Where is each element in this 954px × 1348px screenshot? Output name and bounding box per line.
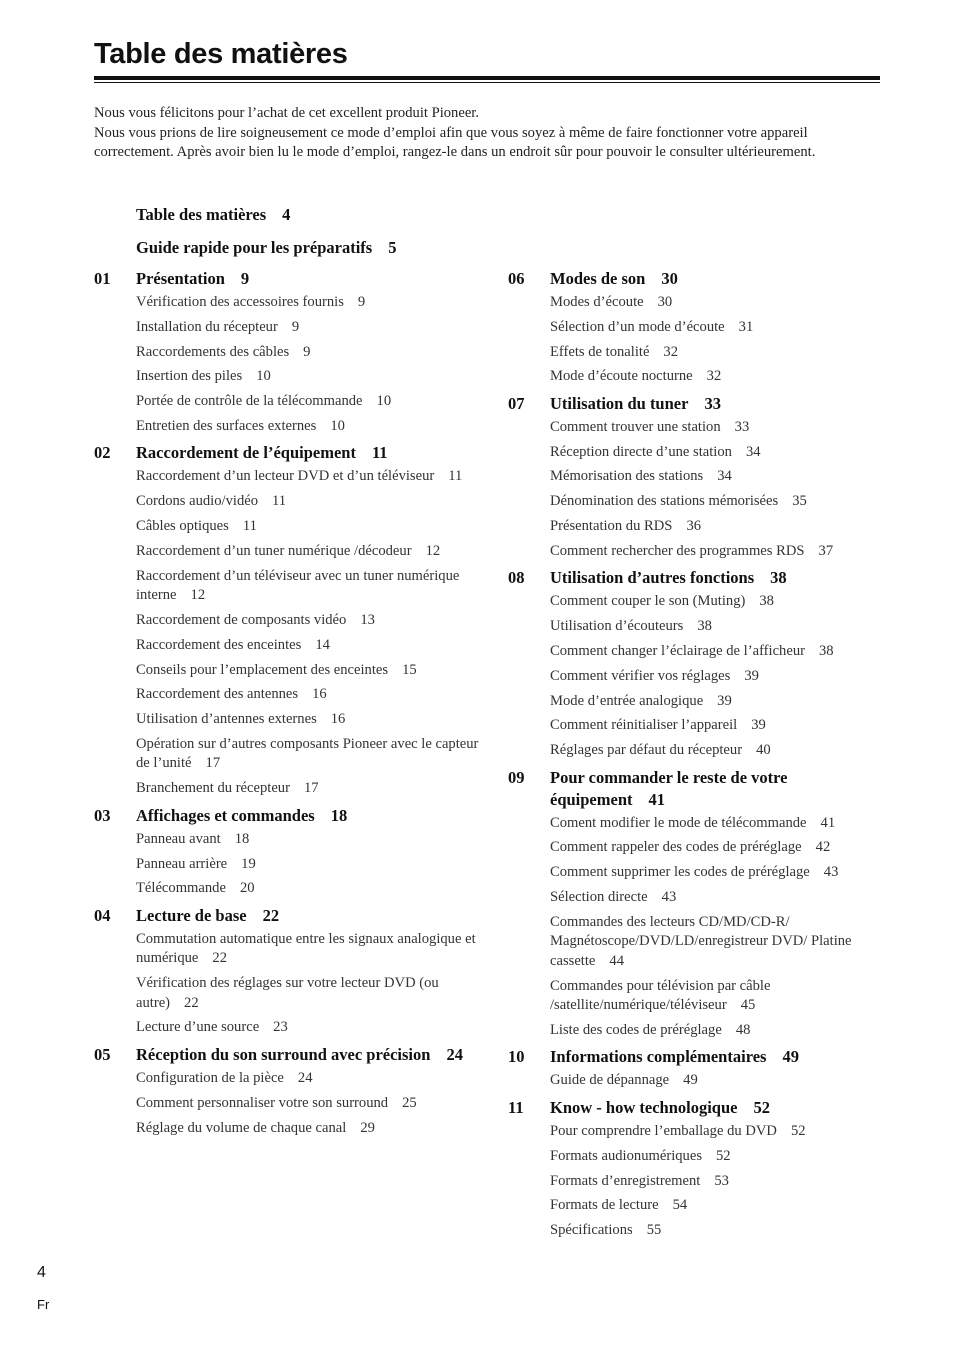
toc-item-page: 29 [360, 1119, 375, 1136]
toc-item[interactable] [550, 1196, 888, 1216]
section-heading[interactable] [508, 1046, 888, 1068]
section-page: 33 [704, 393, 721, 413]
toc-item-page: 38 [697, 618, 712, 635]
toc-item-page: 16 [312, 686, 327, 703]
toc-item-page: 15 [402, 661, 417, 678]
intro-line-2: Nous vous prions de lire soigneusement ce mode d’emploi afin que vous soyez à même de faire fonctionner votre appareil correctement. Après avoir bien lu le mode d’emploi, rangez-le dans un endroit sûr pour pouvoir le consulter ultérieurement. [94, 124, 816, 160]
section-number: 01 [94, 269, 111, 288]
toc-item-title: Raccordement des antennes [136, 686, 299, 703]
section-heading[interactable] [94, 905, 484, 927]
toc-item-page: 39 [717, 692, 732, 709]
toc-item-title: Formats audionumériques [550, 1147, 702, 1164]
section-heading[interactable] [508, 567, 888, 589]
section-heading[interactable] [94, 1044, 484, 1066]
toc-item[interactable] [136, 392, 484, 412]
section-page: 11 [371, 443, 388, 463]
toc-item[interactable] [550, 542, 888, 562]
toc-item-title: Mémorisation des stations [550, 468, 704, 485]
toc-item-title: Comment couper le son (Muting) [550, 593, 746, 610]
toc-item[interactable] [550, 592, 888, 612]
toc-item[interactable] [550, 1172, 888, 1192]
toc-entry-title: Table des matières [136, 205, 267, 224]
toc-item-title: Utilisation d’antennes externes [136, 711, 317, 728]
toc-item-title: Raccordement des enceintes [136, 636, 302, 653]
section-page: 9 [240, 269, 250, 288]
toc-item-page: 9 [291, 318, 300, 335]
toc-item-title: Vérification des accessoires fournis [136, 294, 344, 310]
toc-section-06 [508, 268, 888, 387]
toc-item[interactable] [550, 692, 888, 712]
toc-item-page: 11 [242, 518, 257, 535]
page-number: 4 [37, 1264, 46, 1281]
toc-item[interactable] [136, 492, 484, 512]
section-page: 38 [770, 568, 787, 588]
toc-item-title: Raccordement d’un téléviseur avec un tuner numérique interne [136, 567, 460, 604]
toc-section-02 [94, 442, 484, 798]
toc-item[interactable] [550, 1122, 888, 1142]
toc-item-page: 17 [205, 755, 221, 772]
section-heading[interactable] [94, 442, 484, 464]
toc-item-page: 13 [360, 611, 375, 628]
toc-item-page: 45 [740, 997, 756, 1014]
toc-item[interactable] [550, 977, 888, 1016]
toc-item-title: Pour comprendre l’emballage du DVD [550, 1122, 777, 1139]
section-heading[interactable] [508, 393, 888, 415]
toc-item[interactable] [550, 1071, 888, 1091]
section-title-wrap [550, 567, 888, 589]
toc-section-03 [94, 805, 484, 899]
toc-item[interactable] [550, 367, 888, 387]
toc-item-title: Formats d’enregistrement [550, 1172, 701, 1189]
toc-item-page: 43 [823, 864, 839, 881]
toc-item-title: Liste des codes de préréglage [550, 1021, 722, 1038]
toc-right-column [508, 268, 888, 1247]
toc-item-title: Réglages par défaut du récepteur [550, 742, 743, 759]
toc-item-page: 35 [792, 493, 807, 510]
toc-item-page: 24 [297, 1069, 313, 1086]
section-number: 06 [508, 269, 525, 288]
toc-item-page: 39 [751, 717, 766, 734]
toc-section-09 [508, 767, 888, 1041]
section-title: Raccordement de l’équipement [136, 443, 356, 463]
toc-item-title: Comment personnaliser votre son surround [136, 1094, 389, 1111]
section-page: 24 [446, 1044, 463, 1064]
toc-item-page: 10 [376, 393, 392, 410]
section-heading[interactable] [508, 268, 888, 290]
toc-item-page: 10 [330, 417, 345, 434]
toc-item-page: 14 [315, 636, 330, 653]
toc-item-page: 39 [744, 667, 759, 684]
page-title: Table des matières [94, 38, 348, 70]
toc-item[interactable] [550, 1147, 888, 1167]
toc-item-title: Réglage du volume de chaque canal [136, 1119, 347, 1136]
toc-item-page: 40 [756, 742, 771, 759]
section-title-wrap [550, 393, 888, 415]
toc-item[interactable] [550, 467, 888, 487]
toc-item-title: Commandes des lecteurs CD/MD/CD-R/ Magnétoscope/DVD/LD/enregistreur DVD/ Platine cassette [550, 913, 852, 969]
toc-item-title: Effets de tonalité [550, 343, 650, 360]
section-title: Know - how technologique [550, 1097, 738, 1117]
toc-section-08 [508, 567, 888, 760]
toc-item-title: Formats de lecture [550, 1197, 659, 1214]
toc-item-page: 18 [234, 830, 250, 847]
toc-item[interactable] [550, 418, 888, 438]
toc-item[interactable] [550, 318, 888, 338]
section-heading[interactable] [508, 1097, 888, 1119]
toc-item-title: Spécifications [550, 1222, 633, 1239]
toc-entry-page: 5 [388, 238, 397, 257]
toc-item-page: 38 [819, 642, 834, 659]
toc-item-title: Raccordement de composants vidéo [136, 611, 347, 628]
section-title: Informations complémentaires [550, 1047, 767, 1067]
toc-item[interactable] [136, 417, 484, 437]
toc-item[interactable] [550, 1221, 888, 1241]
toc-item[interactable] [136, 1018, 484, 1038]
section-number: 08 [508, 568, 525, 588]
toc-item-title: Panneau arrière [136, 855, 228, 872]
toc-item-page: 34 [717, 468, 732, 485]
toc-section-04 [94, 905, 484, 1038]
toc-item-title: Panneau avant [136, 830, 221, 847]
section-title-wrap [550, 1046, 888, 1068]
toc-item[interactable] [550, 741, 888, 761]
section-page: 18 [330, 805, 348, 825]
toc-item[interactable] [550, 642, 888, 662]
toc-entry-page: 4 [282, 205, 291, 224]
toc-item-page: 17 [303, 780, 319, 797]
section-title-wrap [550, 1097, 888, 1119]
toc-item-title: Cordons audio/vidéo [136, 493, 259, 510]
toc-item-title: Comment rappeler des codes de préréglage [550, 839, 802, 856]
section-title-wrap [550, 268, 888, 290]
section-heading[interactable] [94, 805, 484, 827]
toc-item-page: 55 [646, 1222, 662, 1239]
toc-item-page: 32 [663, 343, 679, 360]
toc-item[interactable] [136, 710, 484, 730]
section-title: Modes de son [550, 269, 646, 288]
toc-item[interactable] [550, 716, 888, 736]
toc-item-title: Insertion des piles [136, 368, 243, 385]
toc-item-page: 22 [184, 994, 199, 1011]
section-title: Utilisation d’autres fonctions [550, 568, 755, 588]
toc-item-page: 19 [241, 855, 256, 872]
toc-item[interactable] [136, 517, 484, 537]
toc-item-page: 53 [714, 1172, 729, 1189]
toc-item-title: Câbles optiques [136, 518, 229, 535]
section-number: 05 [94, 1044, 111, 1064]
section-page: 41 [648, 789, 665, 809]
section-number: 11 [508, 1097, 524, 1117]
toc-item-title: Raccordements des câbles [136, 343, 290, 360]
toc-item-page: 52 [790, 1122, 806, 1139]
toc-item[interactable] [550, 343, 888, 363]
toc-item-page: 37 [818, 542, 834, 559]
toc-item-title: Lecture d’une source [136, 1019, 260, 1036]
toc-section-01 [94, 268, 484, 436]
toc-item-page: 36 [686, 518, 702, 535]
section-page: 22 [262, 905, 280, 925]
intro-line-1: Nous vous félicitons pour l’achat de cet excellent produit Pioneer. [94, 105, 480, 121]
toc-left-column [94, 268, 484, 1144]
toc-item-page: 54 [672, 1197, 688, 1214]
title-rule-thin [94, 82, 880, 83]
section-title: Affichages et commandes [136, 805, 315, 825]
toc-item-page: 22 [212, 950, 228, 967]
toc-item-page: 32 [706, 368, 722, 385]
toc-item[interactable] [550, 443, 888, 463]
toc-item[interactable] [136, 830, 484, 850]
section-heading[interactable] [508, 767, 888, 811]
toc-item[interactable] [136, 661, 484, 681]
toc-entry-title: Guide rapide pour les préparatifs [136, 238, 373, 257]
toc-item-title: Installation du récepteur [136, 318, 278, 335]
toc-item-title: Portée de contrôle de la télécommande [136, 393, 363, 410]
toc-item-title: Télécommande [136, 880, 226, 897]
toc-item-page: 11 [272, 493, 287, 510]
toc-item[interactable] [136, 467, 484, 487]
toc-item[interactable] [550, 1021, 888, 1041]
toc-item-page: 41 [820, 814, 836, 831]
toc-item-title: Commutation automatique entre les signaux analogique et numérique [136, 930, 476, 967]
toc-item-title: Dénomination des stations mémorisées [550, 493, 779, 510]
toc-item-title: Comment vérifier vos réglages [550, 667, 731, 684]
toc-item[interactable] [136, 367, 484, 387]
section-number: 03 [94, 805, 111, 825]
toc-item[interactable] [136, 879, 484, 899]
toc-item-title: Vérification des réglages sur votre lecteur DVD (ou autre) [136, 975, 439, 1011]
toc-item-page: 20 [239, 880, 255, 897]
toc-section-07 [508, 393, 888, 561]
section-title-wrap [136, 905, 484, 927]
toc-item-page: 9 [303, 343, 311, 360]
section-page: 30 [661, 269, 678, 288]
toc-item[interactable] [136, 1069, 484, 1089]
toc-item-title: Branchement du récepteur [136, 780, 290, 797]
section-title: Lecture de base [136, 905, 247, 925]
toc-item[interactable] [550, 814, 888, 834]
toc-item[interactable] [136, 611, 484, 631]
toc-item-page: 31 [738, 318, 754, 335]
section-title-wrap [550, 767, 888, 811]
toc-item-page: 23 [273, 1019, 288, 1036]
toc-item[interactable] [136, 567, 484, 606]
section-number: 04 [94, 905, 111, 925]
toc-item-title: Raccordement d’un tuner numérique /décodeur [136, 542, 412, 559]
toc-item[interactable] [136, 685, 484, 705]
section-number: 07 [508, 393, 525, 413]
toc-item-title: Entretien des surfaces externes [136, 417, 317, 434]
toc-item[interactable] [136, 1094, 484, 1114]
toc-item[interactable] [550, 888, 888, 908]
toc-item[interactable] [550, 913, 888, 972]
toc-item-page: 11 [448, 468, 463, 485]
toc-item-title: Comment changer l’éclairage de l’afficheur [550, 642, 805, 659]
toc-item[interactable] [136, 779, 484, 799]
section-number: 02 [94, 443, 111, 463]
toc-item-page: 43 [661, 889, 677, 906]
toc-item-title: Raccordement d’un lecteur DVD et d’un téléviseur [136, 468, 435, 485]
toc-entry-table-des-matieres[interactable] [136, 205, 290, 225]
toc-item[interactable] [550, 838, 888, 858]
toc-item[interactable] [136, 735, 484, 774]
toc-item-title: Coment modifier le mode de télécommande [550, 814, 807, 831]
toc-item-page: 25 [402, 1094, 417, 1111]
toc-item-title: Opération sur d’autres composants Pioneer avec le capteur de l’unité [136, 735, 479, 772]
toc-item[interactable] [136, 542, 484, 562]
toc-item-title: Commandes pour télévision par câble /satellite/numérique/téléviseur [550, 977, 771, 1014]
intro-text [94, 104, 884, 163]
toc-item-page: 42 [815, 839, 831, 856]
section-title: Réception du son surround avec précision [136, 1044, 431, 1064]
section-title-wrap [136, 805, 484, 827]
toc-item-title: Configuration de la pièce [136, 1069, 284, 1086]
language-code: Fr [37, 1297, 50, 1312]
section-number: 09 [508, 767, 525, 787]
toc-item[interactable] [136, 293, 484, 313]
toc-item-title: Modes d’écoute [550, 294, 644, 310]
toc-item-page: 48 [735, 1021, 751, 1038]
toc-entry-guide-rapide[interactable] [136, 238, 396, 258]
toc-item[interactable] [136, 855, 484, 875]
section-page: 52 [753, 1097, 770, 1117]
section-page: 49 [782, 1047, 799, 1067]
toc-item[interactable] [136, 343, 484, 363]
section-title: Présentation [136, 269, 225, 288]
toc-section-11 [508, 1097, 888, 1241]
toc-item[interactable] [550, 517, 888, 537]
toc-item-page: 38 [759, 593, 774, 610]
toc-item-page: 12 [425, 542, 441, 559]
toc-item-title: Guide de dépannage [550, 1072, 670, 1089]
toc-item-page: 49 [683, 1072, 698, 1089]
section-title: Utilisation du tuner [550, 393, 689, 413]
section-title-wrap [136, 442, 484, 464]
toc-item-title: Comment trouver une station [550, 418, 721, 435]
toc-item-page: 30 [657, 294, 673, 310]
toc-item[interactable] [550, 863, 888, 883]
toc-item-page: 52 [716, 1147, 731, 1164]
section-number: 10 [508, 1047, 525, 1067]
toc-item-title: Sélection directe [550, 889, 648, 906]
toc-item-title: Sélection d’un mode d’écoute [550, 318, 725, 335]
toc-item-page: 34 [745, 443, 761, 460]
toc-item-title: Mode d’écoute nocturne [550, 368, 693, 385]
section-title: Pour commander le reste de votre équipement [550, 767, 788, 809]
toc-item-page: 9 [357, 294, 366, 310]
toc-item[interactable] [136, 930, 484, 969]
toc-item-title: Comment supprimer les codes de préréglage [550, 864, 810, 881]
toc-item-title: Mode d’entrée analogique [550, 692, 704, 709]
toc-item-page: 16 [330, 711, 346, 728]
section-heading[interactable] [94, 268, 484, 290]
toc-item-title: Comment rechercher des programmes RDS [550, 542, 805, 559]
toc-item-title: Conseils pour l’emplacement des enceintes [136, 661, 389, 678]
toc-section-10 [508, 1046, 888, 1091]
toc-item-title: Utilisation d’écouteurs [550, 618, 684, 635]
title-rule-thick [94, 76, 880, 80]
toc-item-page: 10 [256, 368, 271, 385]
toc-item[interactable] [550, 492, 888, 512]
toc-section-05 [94, 1044, 484, 1138]
toc-item[interactable] [550, 617, 888, 637]
section-title-wrap [136, 1044, 484, 1066]
toc-item-page: 33 [734, 418, 750, 435]
toc-item-page: 44 [609, 952, 624, 969]
toc-item-title: Réception directe d’une station [550, 443, 732, 460]
section-title-wrap [136, 268, 484, 290]
toc-item[interactable] [550, 293, 888, 313]
toc-item[interactable] [136, 318, 484, 338]
toc-item-title: Comment réinitialiser l’appareil [550, 717, 738, 734]
toc-item[interactable] [136, 1119, 484, 1139]
toc-item[interactable] [550, 667, 888, 687]
toc-item[interactable] [136, 636, 484, 656]
toc-item[interactable] [136, 974, 484, 1013]
toc-item-title: Présentation du RDS [550, 518, 673, 535]
toc-item-page: 12 [190, 587, 206, 604]
